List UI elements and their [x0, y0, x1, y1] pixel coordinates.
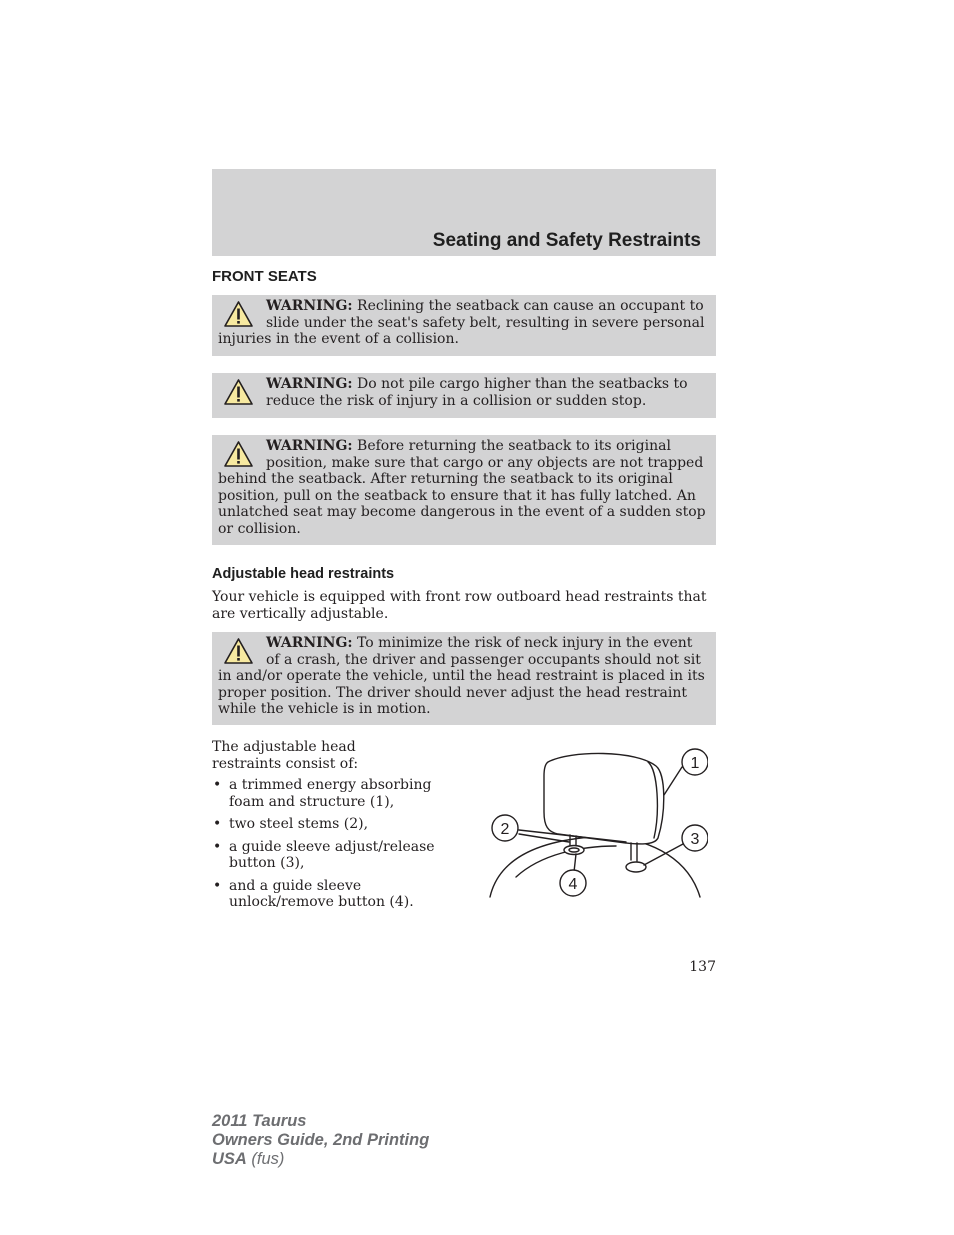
warning-text: Before returning the seatback to its original position, make sure that cargo or any objects are not trapped behind the seatback. After returning the seatback to its original position, pull on the seatback to ensure that it has fully latched. An unlatched seat may become dangerous in the event of a sudden stop or collision.: [218, 438, 706, 537]
footer-line-3: [212, 1150, 429, 1169]
components-list: [212, 777, 467, 917]
list-item-text: a guide sleeve adjust/release button (3),: [229, 838, 435, 871]
footer-line-2: Owners Guide, 2nd Printing: [212, 1131, 430, 1149]
seat-back-outline: [490, 837, 700, 897]
consist-intro: The adjustable head restraints consist of:: [212, 739, 359, 772]
callout-label-1: 1: [690, 755, 700, 772]
head-restraint-diagram: [486, 742, 708, 902]
leader-line-4: [574, 854, 576, 872]
guide-sleeve-right: [626, 862, 646, 872]
footer-line-1: 2011 Taurus: [212, 1112, 307, 1130]
callout-label-4: 4: [568, 876, 578, 893]
warning-box-3: [212, 435, 716, 545]
list-item: [212, 777, 467, 810]
footer-region-code: (fus): [246, 1150, 285, 1168]
footer-region: USA: [212, 1150, 247, 1168]
warning-triangle-icon: [223, 378, 254, 406]
section-title: FRONT SEATS: [212, 268, 317, 285]
list-item: [212, 816, 467, 833]
leader-line-1: [664, 767, 682, 795]
list-item-text: a trimmed energy absorbing foam and structure (1),: [229, 777, 432, 810]
callout-label-3: 3: [690, 831, 700, 848]
warning-label: WARNING:: [266, 298, 353, 314]
chapter-header: [212, 169, 716, 256]
bullet-symbol: •: [213, 877, 222, 894]
warning-text: To minimize the risk of neck injury in the event of a crash, the driver and passenger occupants should not sit in and/or operate the vehicle, until the head restraint is placed in its proper position. The driver should never adjust the head restraint while the vehicle is in motion.: [218, 635, 705, 717]
head-restraint-cushion: [544, 753, 664, 844]
chapter-title: Seating and Safety Restraints: [432, 230, 701, 251]
warning-box-1: [212, 295, 716, 356]
subsection-title: Adjustable head restraints: [212, 566, 395, 582]
list-item: [212, 839, 467, 872]
warning-label: WARNING:: [266, 376, 353, 392]
bullet-symbol: •: [213, 777, 222, 793]
bullet-symbol: •: [213, 816, 222, 832]
guide-sleeve-left: [564, 846, 584, 855]
warning-triangle-icon: [223, 637, 254, 665]
warning-triangle-icon: [223, 440, 254, 468]
steel-stem-right: [631, 843, 637, 861]
list-item-text: two steel stems (2),: [229, 816, 369, 832]
bullet-symbol: •: [213, 838, 222, 855]
footer: [212, 1112, 429, 1169]
list-item: [212, 878, 467, 911]
page-number: 137: [689, 959, 716, 975]
warning-box-4: [212, 632, 716, 725]
warning-text: Do not pile cargo higher than the seatbacks to reduce the risk of injury in a collision or sudden stop.: [266, 376, 688, 409]
warning-triangle-icon: [223, 300, 254, 328]
warning-label: WARNING:: [266, 438, 353, 454]
callout-label-2: 2: [500, 821, 510, 838]
warning-box-2: [212, 373, 716, 418]
intro-paragraph: Your vehicle is equipped with front row outboard head restraints that are vertically adjustable.: [212, 589, 707, 622]
warning-label: WARNING:: [266, 635, 353, 651]
list-item-text: and a guide sleeve unlock/remove button (4).: [229, 877, 414, 910]
warning-text: Reclining the seatback can cause an occupant to slide under the seat's safety belt, resulting in severe personal injuries in the event of a collision.: [218, 298, 705, 347]
